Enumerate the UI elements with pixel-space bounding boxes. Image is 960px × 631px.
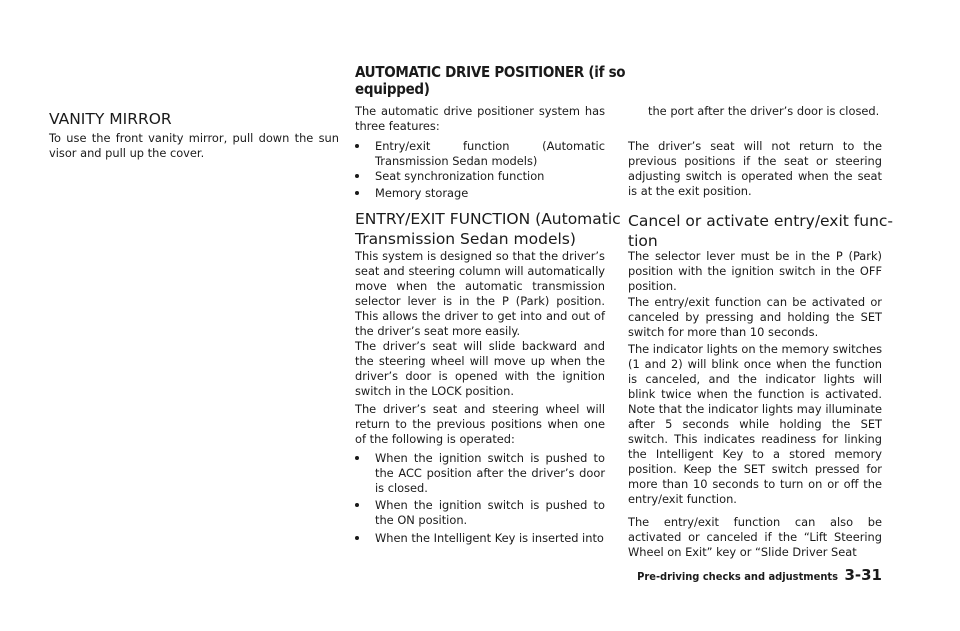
list-item-text: When the ignition switch is pushed to the ACC position after the driver’s door is closed. [375, 451, 605, 495]
paragraph-no-return: The driver’s seat will not return to the previous positions if the seat or steering adjusting switch is operated when the seat is at the exit position. [628, 139, 882, 198]
subheading-cancel-activate [628, 211, 893, 251]
paragraph-return-positions: The driver’s seat and steering wheel will return to the previous positions when one of the following is operated: [355, 402, 605, 446]
list-item-text: Seat synchronization function [375, 169, 545, 183]
list-item-feature [355, 169, 605, 184]
subheading-line-2: Transmission Sedan models) [355, 230, 576, 248]
subheading-line-2: tion [628, 232, 658, 250]
bullet-icon [355, 456, 359, 460]
list-item-text: Memory storage [375, 186, 469, 200]
bullet-icon [355, 536, 359, 540]
bullet-icon [355, 503, 359, 507]
list-item-text: When the ignition switch is pushed to the ON position. [375, 498, 605, 527]
page-number: 3-31 [844, 566, 882, 584]
list-item-operation [355, 531, 605, 546]
paragraph-system-design: This system is designed so that the driver’s seat and steering column will automatically move when the automatic transmission selector lever is in the P (Park) position. This allows the driver to get into and out of the driver’s seat more easily. [355, 249, 605, 338]
list-item-feature [355, 139, 605, 169]
paragraph-indicator-lights: The indicator lights on the memory switches (1 and 2) will blink once when the function is canceled, and the indicator lights will blink twice when the function is activated. Note that the indicator lights may illuminate after 5 seconds while holding the SET switch. This indicates readiness for linking the Intelligent Key to a stored memory position. Keep the SET switch pressed for more than 10 seconds to turn on or off the entry/exit function. [628, 342, 883, 506]
list-item-text: Entry/exit function (Automatic Transmission Sedan models) [375, 139, 605, 168]
subheading-line-1: Cancel or activate entry/exit func- [628, 212, 894, 230]
paragraph-activate-cancel: The entry/exit function can be activated or canceled by pressing and holding the SET switch for more than 10 seconds. [628, 295, 882, 339]
list-item-operation [355, 498, 605, 528]
paragraph-selector-lever: The selector lever must be in the P (Park) position with the ignition switch in the OFF position. [628, 249, 882, 293]
list-item-operation [355, 451, 605, 496]
subheading-entry-exit-function [355, 209, 621, 249]
bullet-icon [355, 191, 359, 195]
bullet-icon [355, 144, 359, 148]
list-item-continued: the port after the driver’s door is closed. [648, 104, 880, 118]
bullet-icon [355, 174, 359, 178]
list-item-text: When the Intelligent Key is inserted into [375, 531, 604, 545]
footer-section-title: Pre-driving checks and adjustments [637, 570, 838, 583]
list-item-feature [355, 186, 605, 201]
page-footer [628, 566, 882, 586]
heading-vanity-mirror: VANITY MIRROR [49, 110, 172, 128]
paragraph-seat-slide: The driver’s seat will slide backward and the steering wheel will move up when the driver’s door is opened with the ignition switch in the LOCK position. [355, 339, 605, 398]
paragraph-vanity-mirror: To use the front vanity mirror, pull down the sun visor and pull up the cover. [49, 131, 339, 160]
heading-automatic-drive-positioner [355, 64, 625, 98]
paragraph-lift-steering: The entry/exit function can also be activated or canceled if the “Lift Steering Wheel on Exit” key or “Slide Driver Seat [628, 515, 882, 559]
heading-line-1: AUTOMATIC DRIVE POSITIONER (if so [355, 63, 626, 81]
subheading-line-1: ENTRY/EXIT FUNCTION (Automatic [355, 210, 621, 228]
paragraph-intro: The automatic drive positioner system has three features: [355, 104, 605, 133]
heading-line-2: equipped) [355, 80, 430, 98]
